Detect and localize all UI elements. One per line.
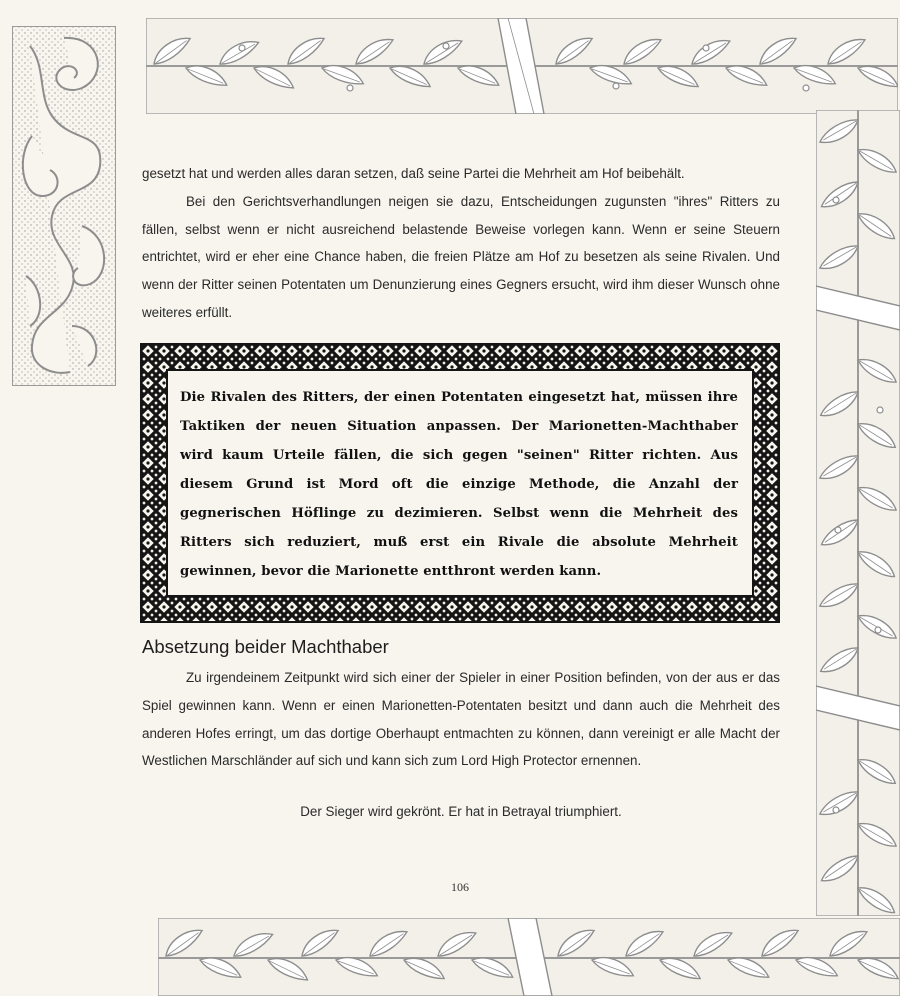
section-heading: Absetzung beider Machthaber — [142, 636, 389, 657]
laurel-border-bottom-icon — [158, 918, 900, 996]
paragraph-continuation: gesetzt hat und werden alles daran setzen, daß seine Partei die Mehrheit am Hof beibehält. — [142, 166, 685, 181]
body-paragraph-1 — [142, 160, 780, 327]
closing-line: Der Sieger wird gekrönt. Er hat in Betrayal triumphiert. — [300, 804, 622, 819]
page-number: 106 — [451, 880, 469, 894]
laurel-border-right-icon — [816, 110, 900, 916]
body-paragraph-2 — [142, 664, 780, 775]
paragraph-victory-condition: Zu irgendeinem Zeitpunkt wird sich einer der Spieler in einer Position befinden, von der aus er das Spiel gewinnen kann. Wenn er einen Marionetten-Potentaten besitzt und dann auch die Mehrheit des anderen Hofes erringt, um das dortige Oberhaupt entmachten zu können, dann vereinigt er alle Macht der Westlichen Marschländer auf sich und kann sich zum Lord High Protector ernennen. — [142, 670, 780, 769]
laurel-border-top-icon — [146, 18, 898, 114]
acanthus-scroll-icon — [12, 26, 116, 386]
paragraph-court-bias: Bei den Gerichtsverhandlungen neigen sie dazu, Entscheidungen zugunsten "ihres" Ritters zu fällen, selbst wenn er nicht ausreichend belastende Beweise vorlegen kann. Wenn er seine Steuern entrichtet, wird er eher eine Chance haben, die freien Plätze am Hof zu besetzen als seine Rivalen. Und wenn der Ritter seinen Potentaten um Denunzierung eines Gegners ersucht, wird ihm dieser Wunsch ohne weiteres erfüllt. — [142, 193, 780, 320]
highlight-box — [140, 343, 780, 623]
boxed-rule-text: Die Rivalen des Ritters, der einen Potentaten eingesetzt hat, müssen ihre Taktiken der neuen Situation anpassen. Der Marionetten-Machthaber wird kaum Urteile fällen, die sich gegen "seinen" Ritter richten. Aus diesem Grund ist Mord oft die einzige Methode, die Anzahl der gegnerischen Höflinge zu dezimieren. Selbst wenn die Mehrheit des Ritters sich reduziert, muß erst ein Rivale die absolute Mehrheit gewinnen, bevor die Marionette entthront werden kann. — [180, 390, 738, 579]
